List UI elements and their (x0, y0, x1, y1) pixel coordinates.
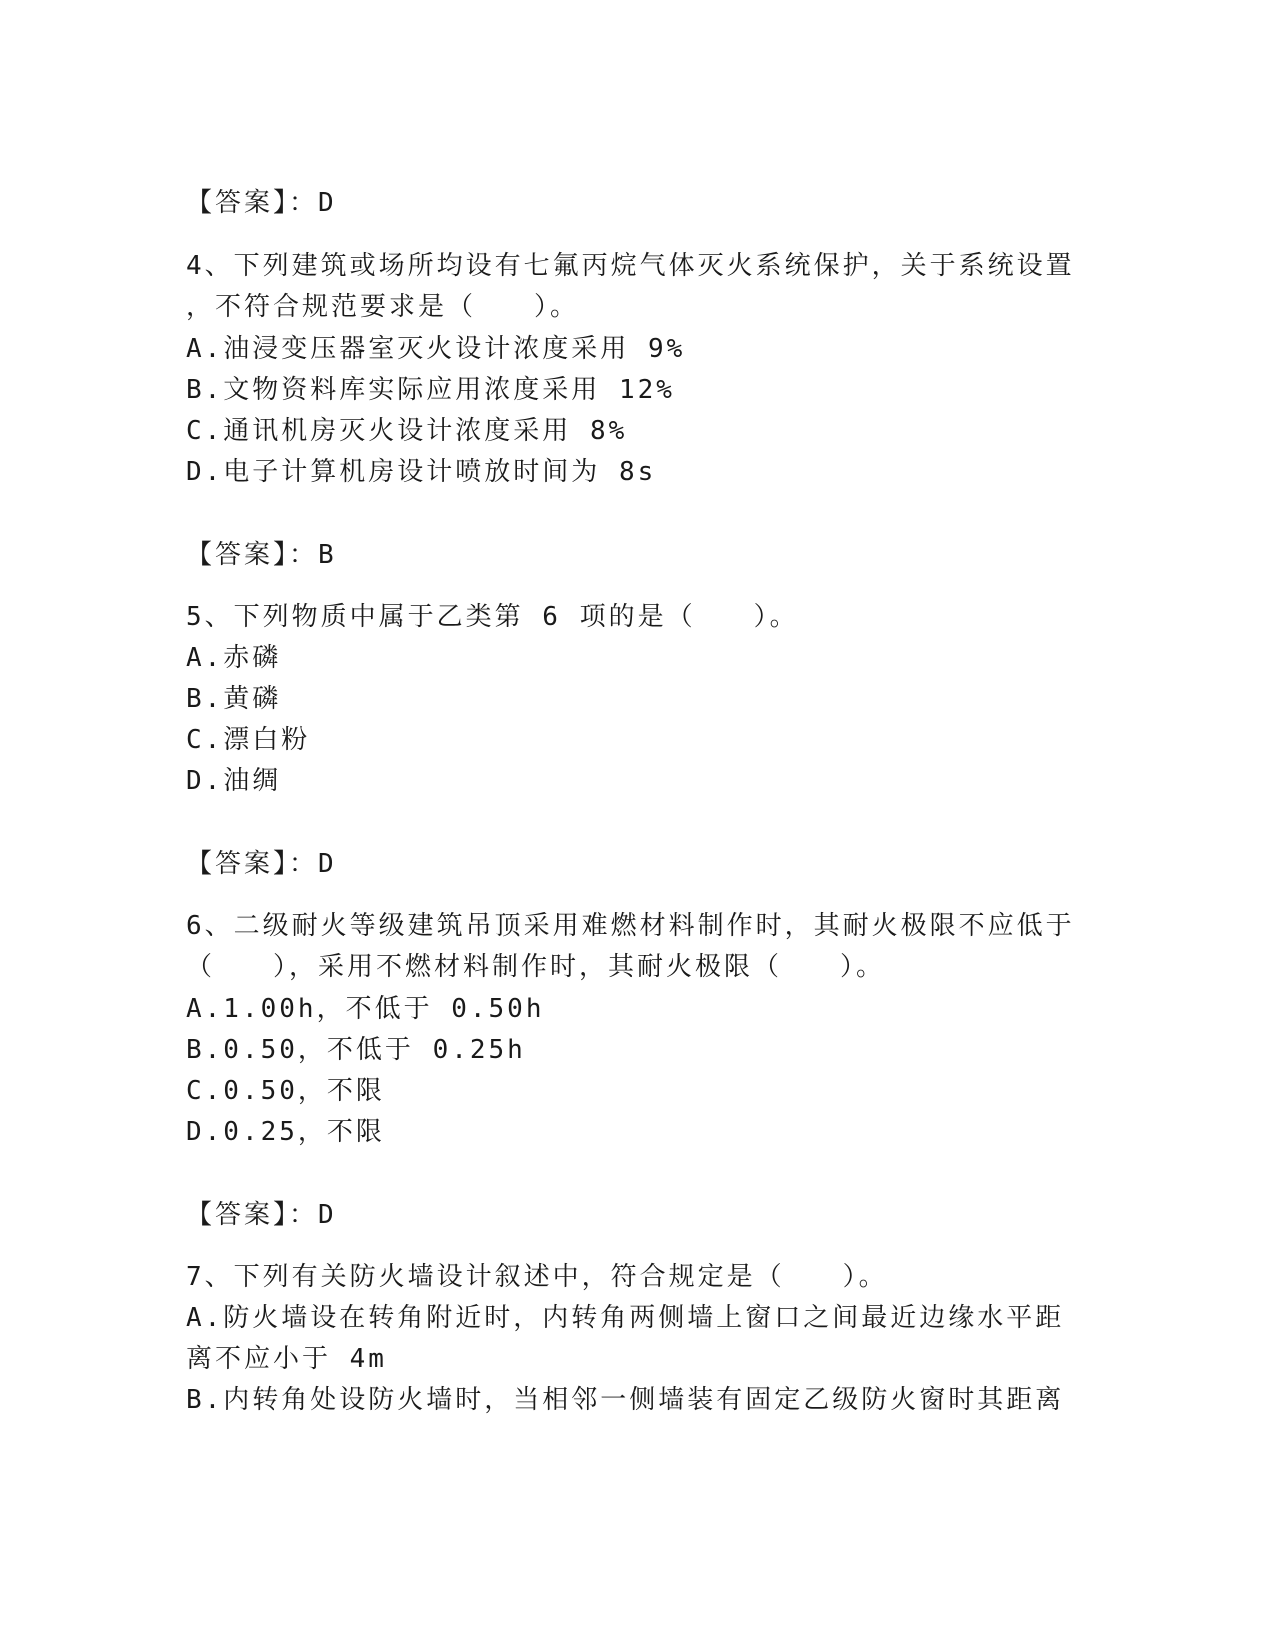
question-4-stem: 4、下列建筑或场所均设有七氟丙烷气体灭火系统保护，关于系统设置 (186, 251, 1075, 281)
answer-label: 【答案】：D (186, 188, 337, 218)
question-6-option-c: C.0.50，不限 (186, 1076, 385, 1106)
question-5-stem: 5、下列物质中属于乙类第 6 项的是（ ）。 (186, 602, 799, 632)
question-4-option-d: D.电子计算机房设计喷放时间为 8s (186, 457, 657, 487)
question-5-option-b: B.黄磷 (186, 684, 282, 714)
answer-label: 【答案】：B (186, 540, 337, 570)
question-4-option-b: B.文物资料库实际应用浓度采用 12% (186, 375, 675, 405)
question-7-option-a-cont: 离不应小于 4m (186, 1344, 387, 1374)
answer-label: 【答案】：D (186, 1200, 337, 1230)
question-6-stem-cont: （ ），采用不燃材料制作时，其耐火极限（ ）。 (186, 952, 886, 982)
question-5-option-c: C.漂白粉 (186, 725, 311, 755)
question-5-option-d: D.油绸 (186, 766, 282, 796)
question-5-option-a: A.赤磷 (186, 643, 282, 673)
question-6-option-b: B.0.50，不低于 0.25h (186, 1035, 526, 1065)
question-7-option-a: A.防火墙设在转角附近时，内转角两侧墙上窗口之间最近边缘水平距 (186, 1303, 1065, 1333)
question-6-option-d: D.0.25，不限 (186, 1117, 385, 1147)
question-7-option-b: B.内转角处设防火墙时，当相邻一侧墙装有固定乙级防火窗时其距离 (186, 1385, 1065, 1415)
answer-label: 【答案】：D (186, 849, 337, 879)
question-6-option-a: A.1.00h，不低于 0.50h (186, 994, 545, 1024)
question-4-option-a: A.油浸变压器室灭火设计浓度采用 9% (186, 334, 686, 364)
question-4-stem-cont: ，不符合规范要求是（ ）。 (186, 292, 580, 322)
question-6-stem: 6、二级耐火等级建筑吊顶采用难燃材料制作时，其耐火极限不应低于 (186, 911, 1075, 941)
question-7-stem: 7、下列有关防火墙设计叙述中，符合规定是（ ）。 (186, 1262, 888, 1292)
question-4-option-c: C.通讯机房灭火设计浓度采用 8% (186, 416, 628, 446)
